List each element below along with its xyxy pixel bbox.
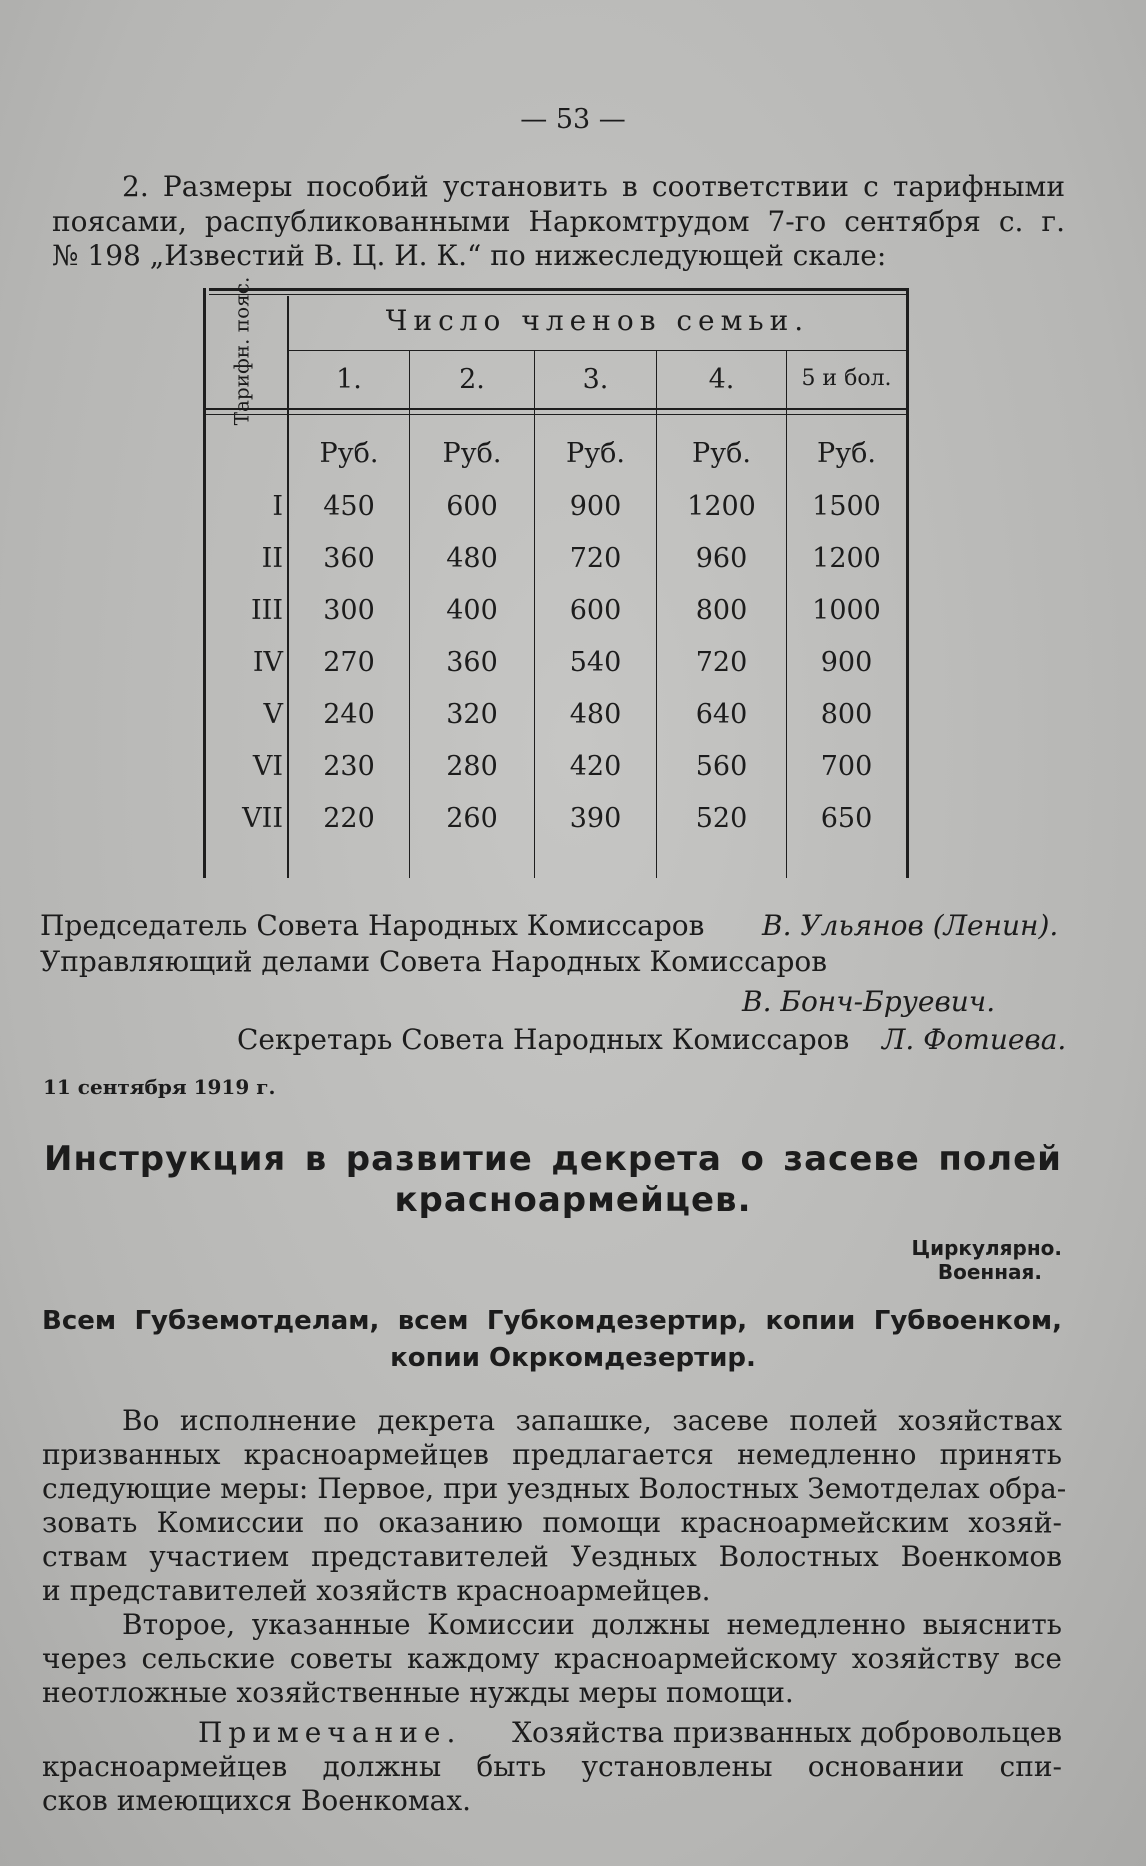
- note-text: Хозяйства призванных добровольцев: [512, 1716, 1062, 1749]
- column-header-3: 3.: [582, 364, 609, 395]
- table-top-rule-thin: [209, 294, 909, 295]
- table-cell: 1500: [812, 491, 881, 522]
- unit-cell: Руб.: [319, 438, 379, 469]
- unit-cell: Руб.: [692, 438, 751, 469]
- column-header-1: 1.: [336, 364, 362, 395]
- intro-line-3: № 198 „Известий В. Ц. И. К.“ по нижеследующей скале:: [52, 239, 887, 272]
- military-mark: Военная.: [937, 1260, 1042, 1284]
- note-line-2: красноармейцев должны быть установлены основании спи-: [42, 1750, 1062, 1783]
- table-cell: 650: [820, 803, 873, 834]
- addressee-line-2: копии Окркомдезертир.: [390, 1343, 756, 1373]
- table-left-border: [203, 288, 206, 878]
- header-bottom-rule: [206, 408, 906, 410]
- manager-title: Управляющий делами Совета Народных Комиссаров: [40, 945, 828, 978]
- benefit-rate-table: [203, 276, 909, 878]
- body1-line: следующие меры: Первое, при уездных Волостных Земотделах обра-: [42, 1472, 1067, 1505]
- table-cell: 600: [569, 595, 622, 626]
- instruction-title-line-1: Инструкция в развитие декрета о засеве полей: [44, 1139, 1062, 1179]
- zone-label: VI: [252, 751, 283, 782]
- decree-date: 11 сентября 1919 г.: [43, 1075, 276, 1099]
- chair-name: В. Ульянов (Ленин).: [762, 909, 1059, 942]
- table-cell: 560: [695, 751, 748, 782]
- table-cell: 450: [323, 491, 375, 522]
- body1-line: зовать Комиссии по оказанию помощи красноармейским хозяй-: [42, 1506, 1062, 1539]
- zone-label: V: [263, 699, 283, 730]
- note-line-1: [198, 1714, 1062, 1752]
- table-cell: 360: [446, 647, 498, 678]
- table-cell: 300: [323, 595, 375, 626]
- zone-label: III: [251, 595, 283, 626]
- circular-mark: Циркулярно.: [911, 1236, 1062, 1260]
- body2-line: Второе, указанные Комиссии должны немедленно выяснить: [122, 1608, 1062, 1641]
- zone-label: IV: [252, 647, 283, 678]
- table-cell: 240: [323, 699, 375, 730]
- unit-cell: Руб.: [442, 438, 502, 469]
- column-header-4: 4.: [708, 364, 735, 395]
- table-cell: 230: [323, 751, 375, 782]
- column-header-2: 2.: [459, 364, 485, 395]
- header-bottom-rule-thin: [206, 414, 906, 415]
- secretary-title: Секретарь Совета Народных Комиссаров: [237, 1023, 850, 1056]
- body2-line: неотложные хозяйственные нужды меры помощи.: [42, 1676, 794, 1709]
- table-cell: 360: [323, 543, 375, 574]
- instruction-title-line-2: красноармейцев.: [394, 1180, 752, 1220]
- chair-signature-line: [40, 909, 704, 942]
- zone-header: Тарифн. пояс.: [229, 276, 253, 426]
- table-cell: 900: [820, 647, 873, 678]
- table-cell: 600: [446, 491, 498, 522]
- table-cell: 720: [695, 647, 748, 678]
- table-cell: 400: [446, 595, 498, 626]
- table-cell: 270: [323, 647, 375, 678]
- table-cell: 540: [569, 647, 622, 678]
- table-cell: 520: [695, 803, 748, 834]
- note-line-3: сков имеющихся Военкомах.: [42, 1784, 472, 1817]
- manager-name: В. Бонч-Бруевич.: [742, 985, 996, 1018]
- table-cell: 1200: [812, 543, 881, 574]
- table-cell: 280: [446, 751, 498, 782]
- table-cell: 420: [569, 751, 622, 782]
- column-header-5: 5 и бол.: [801, 366, 892, 391]
- table-cell: 800: [695, 595, 748, 626]
- table-top-rule: [209, 288, 909, 291]
- body2-line: через сельские советы каждому красноармейскому хозяйству все: [42, 1642, 1062, 1675]
- table-cell: 480: [446, 543, 498, 574]
- table-cell: 900: [569, 491, 622, 522]
- unit-cell: Руб.: [817, 438, 876, 469]
- table-cell: 320: [446, 699, 498, 730]
- zone-label: VII: [242, 803, 283, 834]
- family-size-header: Число членов семьи.: [385, 304, 810, 337]
- table-cell: 1200: [687, 491, 756, 522]
- table-cell: 640: [695, 699, 748, 730]
- page-number: — 53 —: [520, 104, 626, 135]
- addressee-line-1: Всем Губземотделам, всем Губкомдезертир, копии Губвоенком,: [42, 1306, 1062, 1336]
- note-label: Примечание.: [198, 1716, 462, 1749]
- table-right-border: [906, 288, 909, 878]
- intro-line-1: 2. Размеры пособий установить в соответствии с тарифными: [122, 170, 1065, 203]
- table-cell: 720: [569, 543, 622, 574]
- table-cell: 480: [569, 699, 622, 730]
- secretary-name: Л. Фотиева.: [882, 1023, 1067, 1056]
- table-cell: 700: [820, 751, 873, 782]
- body1-line: Во исполнение декрета запашке, засеве полей хозяйствах: [122, 1404, 1062, 1437]
- zone-label: I: [272, 491, 283, 522]
- table-cell: 1000: [812, 595, 881, 626]
- intro-line-2: поясами, распубликованными Наркомтрудом 7-го сентября с. г.: [52, 205, 1065, 238]
- table-cell: 260: [446, 803, 498, 834]
- unit-cell: Руб.: [566, 438, 625, 469]
- table-cell: 220: [323, 803, 375, 834]
- body1-line: ствам участием представителей Уездных Волостных Военкомов: [42, 1540, 1062, 1573]
- body1-line: призванных красноармейцев предлагается немедленно принять: [42, 1438, 1062, 1471]
- table-cell: 390: [569, 803, 622, 834]
- table-cell: 800: [820, 699, 873, 730]
- table-cell: 960: [695, 543, 748, 574]
- body1-line: и представителей хозяйств красноармейцев.: [42, 1574, 711, 1607]
- chair-title: Председатель Совета Народных Комиссаров: [40, 909, 705, 942]
- family-header-rule: [289, 350, 906, 351]
- zone-label: II: [261, 543, 283, 574]
